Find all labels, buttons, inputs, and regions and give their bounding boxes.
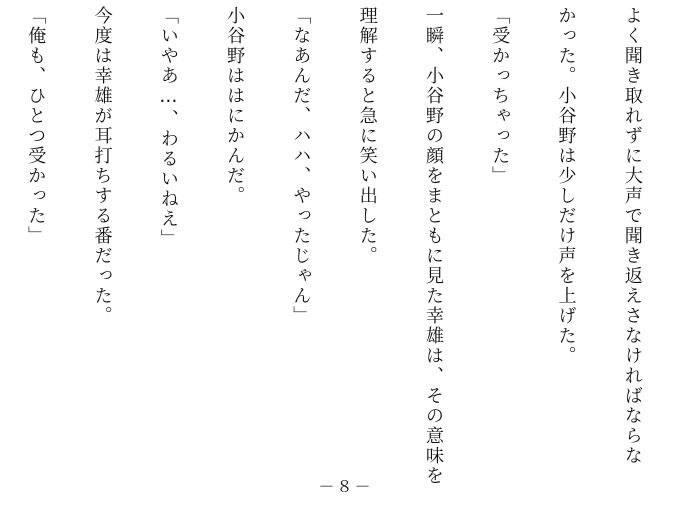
text-column: 「俺も、ひとつ受かった」 [25, 6, 47, 246]
text-column: 小谷野ははにかんだ。 [224, 6, 246, 206]
text-column: 理解すると急に笑い出した。 [356, 6, 378, 266]
vertical-text-body [0, 6, 687, 486]
text-column: 「いやあ…、わるいねえ」 [157, 6, 179, 249]
text-column: 「受かっちゃった」 [489, 6, 511, 186]
page-number: －８－ [318, 477, 373, 496]
text-column: 一瞬、小谷野の顔をまともに見た幸雄は、その意味を [422, 6, 444, 486]
text-column: 「なあんだ、ハハ、やったじゃん」 [290, 6, 312, 326]
text-column: かった。小谷野は少しだけ声を上げた。 [555, 6, 577, 366]
text-column: よく聞き取れずに大声で聞き返えさなければならな [621, 6, 643, 466]
text-column: 今度は幸雄が耳打ちする番だった。 [91, 6, 113, 326]
